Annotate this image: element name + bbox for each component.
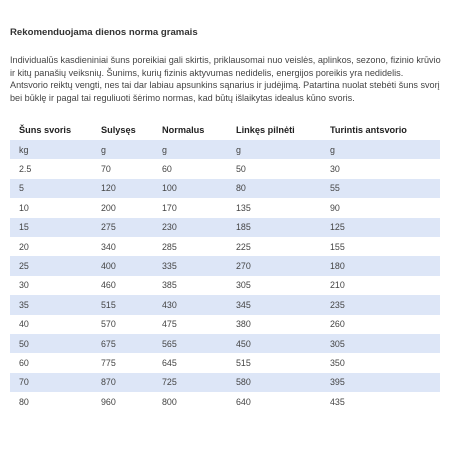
cell-prone-to-gain: 305 — [227, 276, 321, 295]
header-normal: Normalus — [162, 125, 205, 135]
cell-overweight: 125 — [321, 218, 440, 237]
paragraph-line: Individualūs kasdieniniai šuns poreikiai gali skirtis, priklausomai nuo veislės, aplinkos, sezono, fizinio krūvio — [10, 55, 441, 65]
cell-dog-weight: kg — [10, 140, 92, 159]
table-row — [10, 373, 440, 392]
cell-normal: 385 — [153, 276, 227, 295]
cell-dog-weight: 10 — [10, 198, 92, 217]
cell-prone-to-gain: 50 — [227, 159, 321, 178]
paragraph-line: Antsvorio reiktų vengti, nes tai dar labiau apsunkins sąnarius ir judėjimą. Patartina nuolat stebėti šuns svorį — [10, 80, 440, 91]
table-header-row — [10, 120, 440, 140]
intro-paragraph — [10, 54, 446, 104]
cell-normal: 430 — [153, 295, 227, 314]
paragraph-line: ir kitų panašių veiksnių. Šunims, kurių fizinis aktyvumas nedidelis, energijos poreikis yra nedidelis. — [10, 67, 404, 78]
table-row — [10, 159, 440, 178]
cell-normal: 100 — [153, 179, 227, 198]
cell-overweight: 90 — [321, 198, 440, 217]
cell-normal: 285 — [153, 237, 227, 256]
cell-dog-weight: 5 — [10, 179, 92, 198]
cell-thin: 570 — [92, 315, 153, 334]
cell-dog-weight: 60 — [10, 353, 92, 372]
cell-thin: 515 — [92, 295, 153, 314]
feeding-norm-table — [10, 120, 440, 411]
table-row — [10, 334, 440, 353]
cell-prone-to-gain: 135 — [227, 198, 321, 217]
table-row — [10, 198, 440, 217]
cell-thin: 675 — [92, 334, 153, 353]
cell-prone-to-gain: 515 — [227, 353, 321, 372]
cell-thin: 340 — [92, 237, 153, 256]
cell-prone-to-gain: 580 — [227, 373, 321, 392]
table-row — [10, 392, 440, 411]
cell-normal: 565 — [153, 334, 227, 353]
cell-normal: 645 — [153, 353, 227, 372]
header-overweight: Turintis antsvorio — [330, 125, 407, 135]
table-row — [10, 276, 440, 295]
cell-overweight: 395 — [321, 373, 440, 392]
cell-prone-to-gain: g — [227, 140, 321, 159]
table-row — [10, 140, 440, 159]
cell-prone-to-gain: 225 — [227, 237, 321, 256]
cell-overweight: 55 — [321, 179, 440, 198]
table-row — [10, 315, 440, 334]
table-row — [10, 237, 440, 256]
cell-prone-to-gain: 380 — [227, 315, 321, 334]
paragraph-line: bei būklę ir pagal tai reguliuoti šėrimo normas, kad būtų išlaikytas idealus kūno svoris. — [10, 92, 355, 103]
table-row — [10, 295, 440, 314]
cell-thin: g — [92, 140, 153, 159]
cell-dog-weight: 40 — [10, 315, 92, 334]
cell-overweight: 305 — [321, 334, 440, 353]
cell-dog-weight: 35 — [10, 295, 92, 314]
cell-prone-to-gain: 450 — [227, 334, 321, 353]
cell-normal: 230 — [153, 218, 227, 237]
cell-normal: 800 — [153, 392, 227, 411]
cell-thin: 70 — [92, 159, 153, 178]
cell-normal: 170 — [153, 198, 227, 217]
page-title: Rekomenduojama dienos norma gramais — [10, 27, 198, 38]
cell-overweight: 260 — [321, 315, 440, 334]
cell-overweight: 235 — [321, 295, 440, 314]
cell-dog-weight: 2.5 — [10, 159, 92, 178]
cell-thin: 400 — [92, 256, 153, 275]
cell-normal: 725 — [153, 373, 227, 392]
cell-overweight: 435 — [321, 392, 440, 411]
cell-normal: g — [153, 140, 227, 159]
cell-dog-weight: 80 — [10, 392, 92, 411]
cell-thin: 460 — [92, 276, 153, 295]
cell-thin: 200 — [92, 198, 153, 217]
cell-thin: 960 — [92, 392, 153, 411]
cell-overweight: 350 — [321, 353, 440, 372]
table-row — [10, 256, 440, 275]
cell-thin: 870 — [92, 373, 153, 392]
cell-dog-weight: 30 — [10, 276, 92, 295]
header-prone-to-gain: Linkęs pilnėti — [236, 125, 295, 135]
cell-overweight: 155 — [321, 237, 440, 256]
header-thin: Sulysęs — [101, 125, 136, 135]
cell-prone-to-gain: 80 — [227, 179, 321, 198]
cell-overweight: 180 — [321, 256, 440, 275]
cell-dog-weight: 15 — [10, 218, 92, 237]
cell-thin: 120 — [92, 179, 153, 198]
cell-dog-weight: 50 — [10, 334, 92, 353]
cell-overweight: 210 — [321, 276, 440, 295]
cell-overweight: 30 — [321, 159, 440, 178]
cell-normal: 475 — [153, 315, 227, 334]
cell-dog-weight: 70 — [10, 373, 92, 392]
table-row — [10, 179, 440, 198]
table-row — [10, 218, 440, 237]
cell-normal: 60 — [153, 159, 227, 178]
cell-thin: 775 — [92, 353, 153, 372]
cell-prone-to-gain: 270 — [227, 256, 321, 275]
header-dog-weight: Šuns svoris — [19, 125, 72, 135]
cell-thin: 275 — [92, 218, 153, 237]
cell-prone-to-gain: 640 — [227, 392, 321, 411]
table-row — [10, 353, 440, 372]
cell-normal: 335 — [153, 256, 227, 275]
cell-dog-weight: 25 — [10, 256, 92, 275]
cell-overweight: g — [321, 140, 440, 159]
cell-dog-weight: 20 — [10, 237, 92, 256]
cell-prone-to-gain: 185 — [227, 218, 321, 237]
cell-prone-to-gain: 345 — [227, 295, 321, 314]
table-body — [10, 140, 440, 411]
